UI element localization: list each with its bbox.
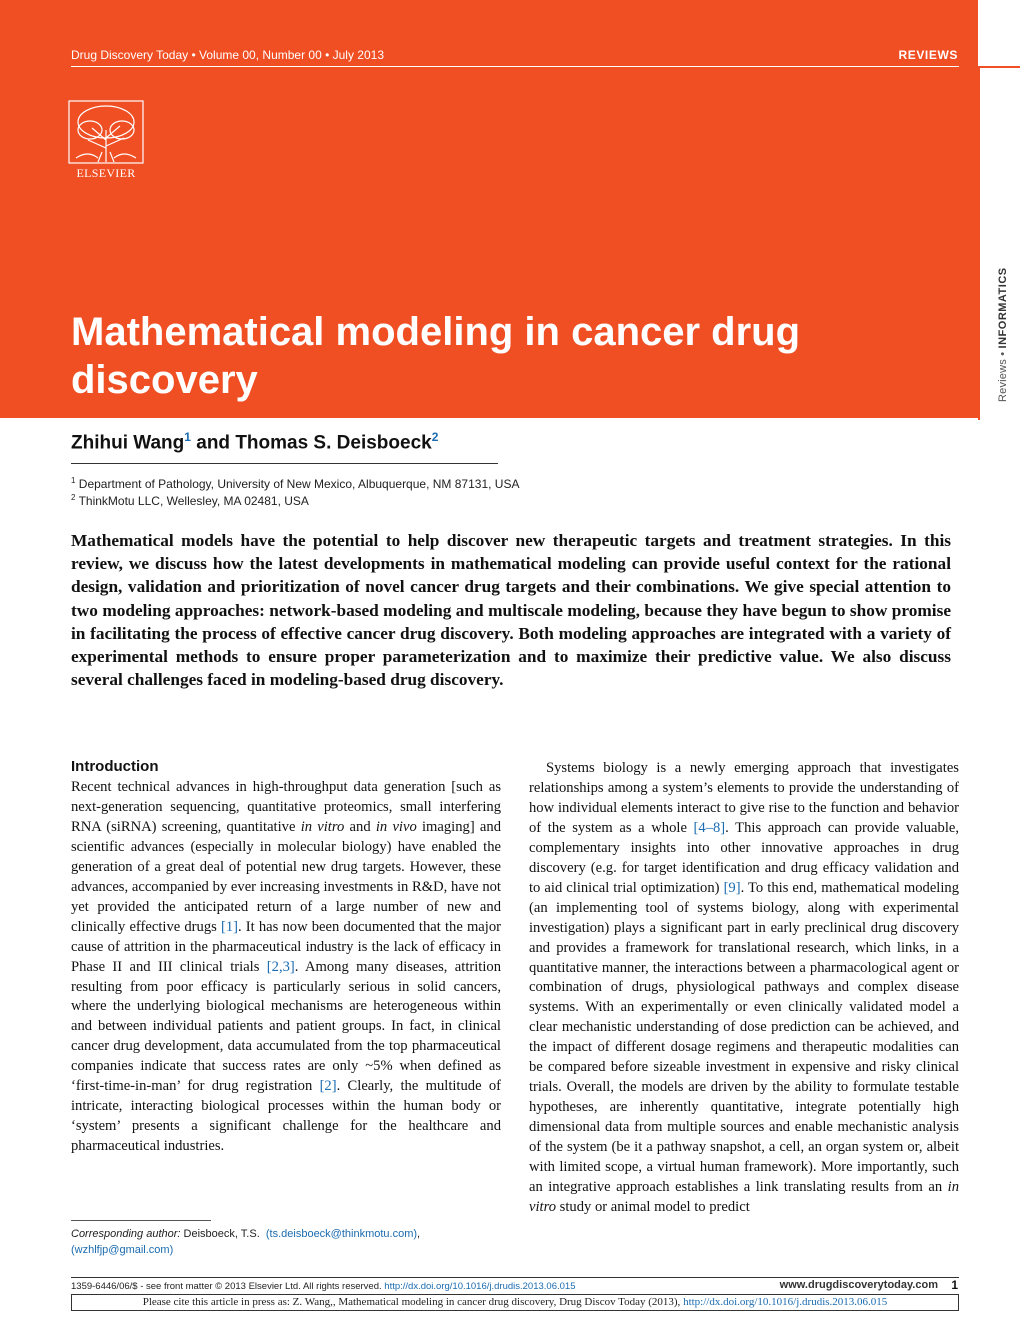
author-affil-sup: 2: [431, 430, 439, 444]
citation-text: Please cite this article in press as: Z. Wang,, Mathematical modeling in cancer drug discovery, Drug Discov Today (2013),: [142, 1296, 684, 1308]
text-run: . To this end, mathematical modeling (an implementing tool of systems biology, along with experimental investigation) plays a significant part in early preclinical drug discovery and provides a framework for translational research, which links, in a quantitative manner, the interactions between a pharmacological agent or combination of drugs, physiological pathways and complex disease systems. With an experimentally or even clinically validated model a clear mechanistic understanding of dose prediction can be achieved, and the impact of different dosage regimens and therapeutic modalities can be compared before sizeable investment in expensive and risky clinical trials. Overall, the models are driven by the ability to formulate testable hypotheses, are inherently quantitative, integrate potentially high dimensional data from multiple sources and enable mechanistic analysis of the system (be it a pathway snapshot, a cell, an organ system or, albeit with limited scope, a virtual human framework). More importantly, such an integrative approach establishes a link translating results from an: [529, 879, 960, 1196]
footnote-separator: ,: [417, 1228, 421, 1240]
corresponding-author-note: [71, 1226, 511, 1258]
issn-text: 1359-6446/06/$ - see front matter © 2013 Elsevier Ltd. All rights reserved.: [71, 1281, 385, 1292]
paragraph: [71, 778, 501, 1157]
citation-link[interactable]: [2]: [319, 1078, 337, 1095]
section-heading: Introduction: [71, 758, 159, 775]
page-number: 1: [951, 1278, 958, 1292]
section-label: REVIEWS: [898, 48, 958, 62]
affiliation: [71, 476, 519, 491]
author-rule: [71, 463, 498, 464]
affiliation-sup: 2: [71, 493, 76, 502]
paragraph: [529, 759, 959, 1218]
text-run: . This approach can provide valuable, complementary insights into other innovative approaches in drug discovery (e.g. for target identification and drug efficacy validation and to aid clinical trial optimization): [529, 819, 959, 896]
citation-doi-link[interactable]: http://dx.doi.org/10.1016/j.drudis.2013.06.015: [683, 1296, 888, 1308]
footnote-label: Corresponding author:: [71, 1228, 181, 1240]
text-run: . Among many diseases, attrition resulting from poor efficacy is particularly serious in solid cancers, where the underlying biological mechanisms are heterogeneous within and between individual patients and patient groups. In fact, in clinical cancer drug development, data accumulated from the top pharmaceutical companies indicate that success rates are only ~5% when defined as ‘first-time-in-man’ for drug registration: [71, 958, 501, 1095]
publisher-name: ELSEVIER: [76, 166, 136, 180]
article-title: Mathematical modeling in cancer drug discovery: [71, 310, 801, 402]
journal-website[interactable]: www.drugdiscoverytoday.com: [779, 1279, 938, 1291]
body-column-right: [529, 759, 959, 1218]
author-list: [71, 430, 438, 454]
section-tab-topic: INFORMATICS: [997, 267, 1009, 349]
email-link[interactable]: (ts.deisboeck@thinkmotu.com): [265, 1228, 418, 1240]
text-run: imaging] and scientific advances (especially in molecular biology) have enabled the generation of a great deal of potential new drug targets. However, these advances, accompanied by ever increasing investments in R&D, have not yet provided the anticipated return of a large number of new and clinically effective drugs: [71, 818, 502, 935]
text-run: and: [344, 818, 376, 835]
author-name: Thomas S. Deisboeck: [235, 432, 432, 454]
affiliation: [71, 493, 309, 508]
text-run: . It has now been documented that the major cause of attrition in the pharmaceutical industry is the lack of efficacy in Phase II and III clinical trials: [71, 918, 501, 975]
citation-box: [71, 1294, 959, 1311]
italic-run: in vitro: [529, 1179, 959, 1215]
section-tab-prefix: Reviews •: [997, 351, 1009, 402]
text-run: Systems biology is a newly emerging approach that investigates relationships among a system’s elements to provide the understanding of how individual elements interact to give rise to the function and behavior of the system as a whole: [529, 760, 959, 836]
italic-run: in vitro: [300, 818, 345, 835]
author-name: Zhihui Wang: [71, 432, 185, 454]
body-column-left: [71, 778, 501, 1157]
email-link[interactable]: (wzhlfjp@gmail.com): [71, 1244, 174, 1256]
citation-link[interactable]: [4–8]: [693, 819, 726, 836]
footnote-name: Deisboeck, T.S.: [180, 1228, 263, 1240]
journal-line: Drug Discovery Today • Volume 00, Number 00 • July 2013: [71, 48, 385, 62]
citation-link[interactable]: [9]: [723, 879, 741, 896]
affiliation-text: ThinkMotu LLC, Wellesley, MA 02481, USA: [78, 494, 309, 508]
abstract: Mathematical models have the potential to help discover new therapeutic targets and treatment strategies. In this review, we discuss how the latest developments in mathematical modeling can provide useful context for the rational design, validation and prioritization of novel cancer drug targets and their combinations. We give special attention to two modeling approaches: network-based modeling and multiscale modeling, because they have begun to show promise in facilitating the process of effective cancer drug discovery. Both modeling approaches are integrated with a variety of experimental methods to ensure proper parameterization and to maximize their predictive value. We also discuss several challenges faced in modeling-based drug discovery.: [71, 531, 951, 690]
text-run: . Clearly, the multitude of intricate, interacting biological processes within the human body or ‘system’ presents a significant challenge for the healthcare and pharmaceutical industries.: [71, 1078, 502, 1155]
section-tab-label: [997, 267, 1009, 402]
text-run: study or animal model to predict: [556, 1198, 750, 1215]
author-separator: and: [190, 432, 236, 454]
text-run: Recent technical advances in high-throughput data generation [such as next-generation sequencing, quantitative proteomics, small interfering RNA (siRNA) screening, quantitative: [71, 779, 501, 835]
italic-run: in vivo: [375, 818, 417, 835]
footnote-rule: [71, 1220, 211, 1221]
citation-link[interactable]: [2,3]: [266, 958, 295, 975]
affiliation-text: Department of Pathology, University of New Mexico, Albuquerque, NM 87131, USA: [78, 477, 520, 491]
footer-rule: [71, 1277, 959, 1278]
doi-link[interactable]: http://dx.doi.org/10.1016/j.drudis.2013.06.015: [384, 1281, 576, 1292]
author-affil-sup: 1: [184, 430, 191, 444]
citation-link[interactable]: [1]: [220, 918, 238, 935]
issn-line: [71, 1281, 575, 1292]
header-rule: [71, 66, 959, 67]
affiliation-sup: 1: [71, 476, 76, 485]
